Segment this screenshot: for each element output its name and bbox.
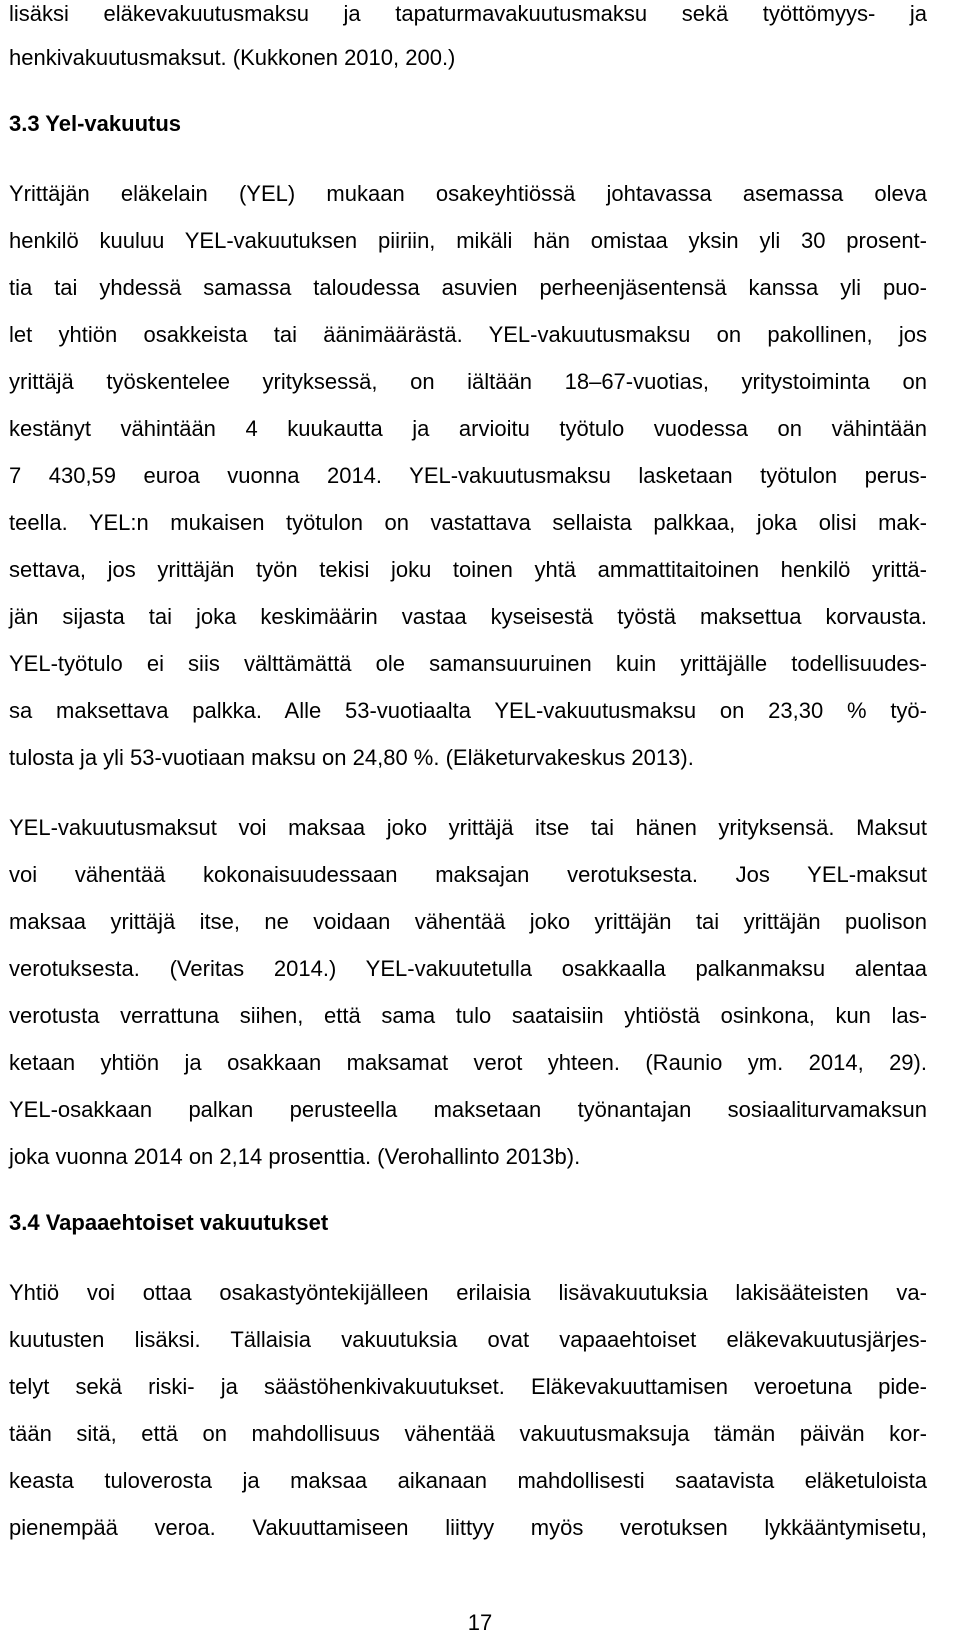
body-text-line: pienempää veroa. Vakuuttamiseen liittyy myös verotuksen lykkääntymisetu, xyxy=(9,1515,927,1540)
body-text-line: joka vuonna 2014 on 2,14 prosenttia. (Verohallinto 2013b). xyxy=(9,1144,581,1169)
body-text-line: tään sitä, että on mahdollisuus vähentää vakuutusmaksuja tämän päivän kor- xyxy=(9,1421,927,1446)
body-text-line: jän sijasta tai joka keskimäärin vastaa kyseisestä työstä maksettua korvausta. xyxy=(9,604,927,629)
body-text-line: yrittäjä työskentelee yrityksessä, on iältään 18–67-vuotias, yritystoiminta on xyxy=(9,369,927,394)
body-text-line: sa maksettava palkka. Alle 53-vuotiaalta YEL-vakuutusmaksu on 23,30 % työ- xyxy=(9,698,927,723)
body-text-line: henkilö kuuluu YEL-vakuutuksen piiriin, mikäli hän omistaa yksin yli 30 prosent- xyxy=(9,228,927,253)
body-text-line: teella. YEL:n mukaisen työtulon on vastattava sellaista palkkaa, joka olisi mak- xyxy=(9,510,927,535)
body-text-line: let yhtiön osakkeista tai äänimäärästä. YEL-vakuutusmaksu on pakollinen, jos xyxy=(9,322,927,347)
body-text-line: telyt sekä riski- ja säästöhenkivakuutukset. Eläkevakuuttamisen veroetuna pide- xyxy=(9,1374,927,1399)
body-text-line: YEL-vakuutusmaksut voi maksaa joko yrittäjä itse tai hänen yrityksensä. Maksut xyxy=(9,815,927,840)
section-heading: 3.4 Vapaaehtoiset vakuutukset xyxy=(9,1210,329,1235)
body-text-line: ketaan yhtiön ja osakkaan maksamat verot yhteen. (Raunio ym. 2014, 29). xyxy=(9,1050,927,1075)
body-text-line: maksaa yrittäjä itse, ne voidaan vähentää joko yrittäjän tai yrittäjän puolison xyxy=(9,909,927,934)
body-text-line: Yrittäjän eläkelain (YEL) mukaan osakeyhtiössä johtavassa asemassa oleva xyxy=(9,181,927,206)
body-text-line: henkivakuutusmaksut. (Kukkonen 2010, 200.) xyxy=(9,45,456,70)
body-text-line: kuutusten lisäksi. Tällaisia vakuutuksia ovat vapaaehtoiset eläkevakuutusjärjes- xyxy=(9,1327,927,1352)
body-text-line: Yhtiö voi ottaa osakastyöntekijälleen erilaisia lisävakuutuksia lakisääteisten va- xyxy=(9,1280,927,1305)
body-text-line: tia tai yhdessä samassa taloudessa asuvien perheenjäsentensä kanssa yli puo- xyxy=(9,275,927,300)
body-text-line: 7 430,59 euroa vuonna 2014. YEL-vakuutusmaksu lasketaan työtulon perus- xyxy=(9,463,927,488)
body-text-line: settava, jos yrittäjän työn tekisi joku toinen yhtä ammattitaitoinen henkilö yrittä- xyxy=(9,557,927,582)
body-text-line: tulosta ja yli 53-vuotiaan maksu on 24,80 %. (Eläketurvakeskus 2013). xyxy=(9,745,694,770)
body-text-line: YEL-työtulo ei siis välttämättä ole samansuuruinen kuin yrittäjälle todellisuudes- xyxy=(9,651,927,676)
body-text-line: verotusta verrattuna siihen, että sama tulo saataisiin yhtiöstä osinkona, kun las- xyxy=(9,1003,927,1028)
body-text-line: lisäksi eläkevakuutusmaksu ja tapaturmavakuutusmaksu sekä työttömyys- ja xyxy=(9,1,927,26)
body-text-line: voi vähentää kokonaisuudessaan maksajan verotuksesta. Jos YEL-maksut xyxy=(9,862,927,887)
page-number: 17 xyxy=(467,1610,493,1635)
body-text-line: kestänyt vähintään 4 kuukautta ja arvioitu työtulo vuodessa on vähintään xyxy=(9,416,927,441)
body-text-line: keasta tuloverosta ja maksaa aikanaan mahdollisesti saatavista eläketuloista xyxy=(9,1468,927,1493)
section-heading: 3.3 Yel-vakuutus xyxy=(9,111,182,136)
body-text-line: YEL-osakkaan palkan perusteella maksetaan työnantajan sosiaaliturvamaksun xyxy=(9,1097,927,1122)
body-text-line: verotuksesta. (Veritas 2014.) YEL-vakuutetulla osakkaalla palkanmaksu alentaa xyxy=(9,956,927,981)
